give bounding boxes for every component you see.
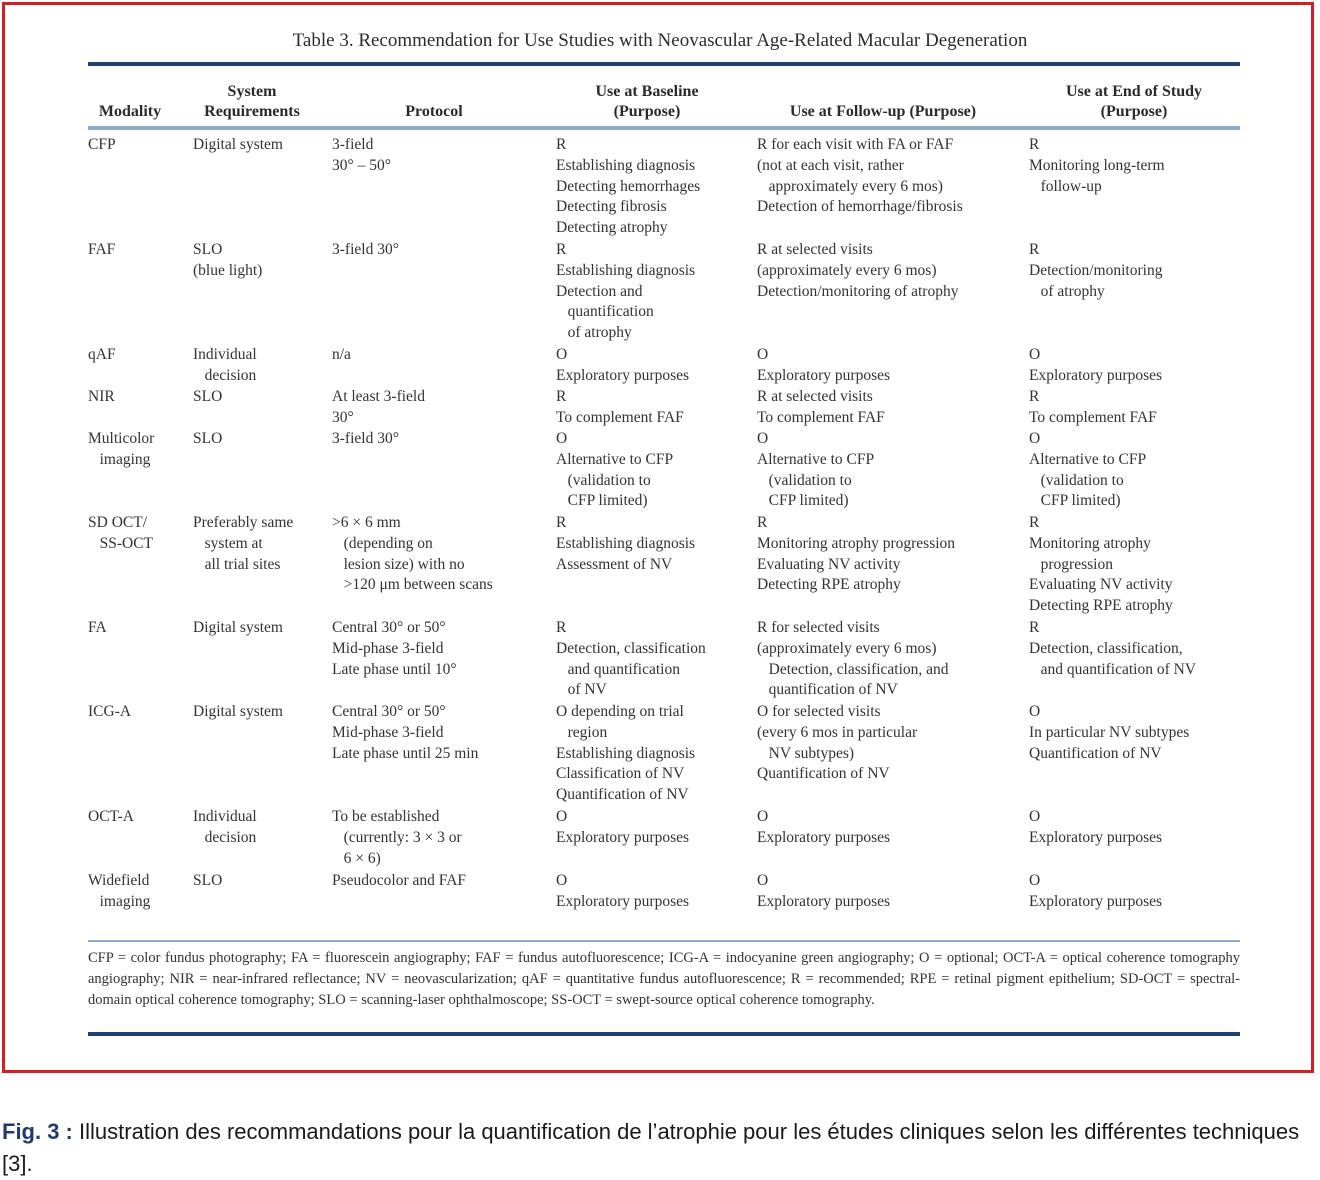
- column-header: [1034, 78, 1234, 122]
- row-modality-cell: FA: [88, 619, 107, 636]
- table-cell: Individual decision: [193, 346, 257, 384]
- table-cell: R at selected visits (approximately every 6 mos) Detection/monitoring of atrophy: [757, 241, 959, 300]
- table-cell: R To complement FAF: [556, 388, 684, 426]
- table-cell: Central 30° or 50° Mid-phase 3-field Late phase until 10°: [332, 619, 457, 678]
- table-cell: R for selected visits (approximately every 6 mos) Detection, classification, and quantification of NV: [757, 619, 949, 699]
- table-title: Table 3. Recommendation for Use Studies with Neovascular Age-Related Macular Degeneration: [292, 30, 1028, 51]
- table-cell: R Detection/monitoring of atrophy: [1029, 241, 1163, 300]
- row-modality-cell: OCT-A: [88, 808, 134, 825]
- table-cell: SLO: [193, 430, 223, 447]
- table-cell: R Establishing diagnosis Detection and quantification of atrophy: [556, 241, 696, 342]
- table-cell: O In particular NV subtypes Quantification of NV: [1029, 703, 1190, 762]
- table-cell: R Monitoring atrophy progression Evaluating NV activity Detecting RPE atrophy: [757, 514, 956, 594]
- column-header: [547, 78, 747, 122]
- figure-caption-text: Illustration des recommandations pour la quantification de l’atrophie pour les études cliniques selon les différentes techniques [3].: [2, 1119, 1300, 1176]
- table-cell: O for selected visits (every 6 mos in particular NV subtypes) Quantification of NV: [757, 703, 918, 783]
- table-cell: O Exploratory purposes: [1029, 872, 1163, 910]
- column-header-line: Protocol: [405, 103, 463, 120]
- table-cell: O Exploratory purposes: [757, 808, 891, 846]
- column-header-line: Use at Follow-up (Purpose): [789, 103, 977, 120]
- table-cell: 3-field 30°: [332, 241, 399, 258]
- table-cell: To be established (currently: 3 × 3 or 6 × 6): [332, 808, 462, 867]
- table-cell: R To complement FAF: [1029, 388, 1157, 426]
- row-modality-cell: qAF: [88, 346, 116, 363]
- figure-caption-label: Fig. 3 :: [2, 1119, 73, 1144]
- column-header-line: Modality: [98, 103, 162, 120]
- column-header-line: Use at End of Study: [1065, 83, 1203, 100]
- column-header: [177, 78, 327, 122]
- column-header: [364, 78, 504, 122]
- table-cell: SLO: [193, 872, 223, 889]
- table-cell: R Establishing diagnosis Detecting hemorrhages Detecting fibrosis Detecting atrophy: [556, 136, 701, 237]
- table-cell: O Exploratory purposes: [757, 346, 891, 384]
- row-modality-cell: Multicolor imaging: [88, 430, 155, 468]
- table-cell: Preferably same system at all trial sites: [193, 514, 294, 573]
- table-footnote-rule: [88, 940, 1240, 942]
- table-cell: R Monitoring long-term follow-up: [1029, 136, 1165, 195]
- column-header-line: System: [227, 83, 277, 100]
- column-header-line: (Purpose): [1100, 103, 1168, 120]
- table-cell: R for each visit with FA or FAF (not at each visit, rather approximately every 6 mos) Detection of hemorrhage/fibrosis: [757, 136, 963, 216]
- table-cell: R Detection, classification and quantification of NV: [556, 619, 706, 699]
- figure-caption: [2, 1116, 1318, 1180]
- column-header-line: (Purpose): [613, 103, 681, 120]
- table-cell: Digital system: [193, 136, 283, 153]
- table-cell: O Exploratory purposes: [556, 346, 690, 384]
- table-cell: 3-field 30°: [332, 430, 399, 447]
- table-bottom-rule: [88, 1032, 1240, 1036]
- table-cell: >6 × 6 mm (depending on lesion size) with no >120 μm between scans: [332, 514, 493, 594]
- table-footnote: CFP = color fundus photography; FA = fluorescein angiography; FAF = fundus autofluorescence; ICG-A = indocyanine green angiography; O = optional; OCT-A = optical coherence tomography angiography; NIR = near-infrared reflectance; NV = neovascularization; qAF = quantitative fundus autofluorescence; R = recommended; RPE = retinal pigment epithelium; SD-OCT = spectral-domain optical coherence tomography; SLO = scanning-laser ophthalmoscope; SS-OCT = swept-source optical coherence tomography.: [88, 950, 1240, 1008]
- table-cell: O Alternative to CFP (validation to CFP limited): [757, 430, 875, 510]
- table-cell: At least 3-field 30°: [332, 388, 425, 426]
- table-cell: SLO: [193, 388, 223, 405]
- table-cell: Central 30° or 50° Mid-phase 3-field Late phase until 25 min: [332, 703, 479, 762]
- column-header: [753, 78, 1013, 122]
- row-modality-cell: NIR: [88, 388, 115, 405]
- table-cell: O Exploratory purposes: [1029, 346, 1163, 384]
- row-modality-cell: SD OCT/ SS-OCT: [88, 514, 154, 552]
- table-cell: n/a: [332, 346, 351, 363]
- table-cell: O Exploratory purposes: [1029, 808, 1163, 846]
- column-header-line: Requirements: [204, 103, 300, 120]
- table-top-rule: [88, 62, 1240, 66]
- table-cell: SLO (blue light): [193, 241, 263, 279]
- table-cell: O Alternative to CFP (validation to CFP limited): [1029, 430, 1147, 510]
- table-cell: O Exploratory purposes: [556, 808, 690, 846]
- table-cell: R Monitoring atrophy progression Evaluating NV activity Detecting RPE atrophy: [1029, 514, 1173, 615]
- table-cell: O Exploratory purposes: [757, 872, 891, 910]
- table-cell: O depending on trial region Establishing diagnosis Classification of NV Quantification of NV: [556, 703, 696, 804]
- table-cell: R Detection, classification, and quantification of NV: [1029, 619, 1197, 678]
- table-cell: O Alternative to CFP (validation to CFP limited): [556, 430, 674, 510]
- table-header-rule: [88, 126, 1240, 130]
- table-cell: R Establishing diagnosis Assessment of NV: [556, 514, 696, 573]
- column-header-line: Use at Baseline: [595, 83, 699, 100]
- row-modality-cell: CFP: [88, 136, 116, 153]
- column-header: [70, 78, 190, 122]
- table-cell: 3-field 30° – 50°: [332, 136, 391, 174]
- row-modality-cell: Widefield imaging: [88, 872, 151, 910]
- table-cell: Digital system: [193, 703, 283, 720]
- table-cell: Digital system: [193, 619, 283, 636]
- row-modality-cell: FAF: [88, 241, 116, 258]
- table-cell: Pseudocolor and FAF: [332, 872, 467, 889]
- row-modality-cell: ICG-A: [88, 703, 132, 720]
- table-cell: Individual decision: [193, 808, 257, 846]
- table-cell: O Exploratory purposes: [556, 872, 690, 910]
- table-cell: R at selected visits To complement FAF: [757, 388, 885, 426]
